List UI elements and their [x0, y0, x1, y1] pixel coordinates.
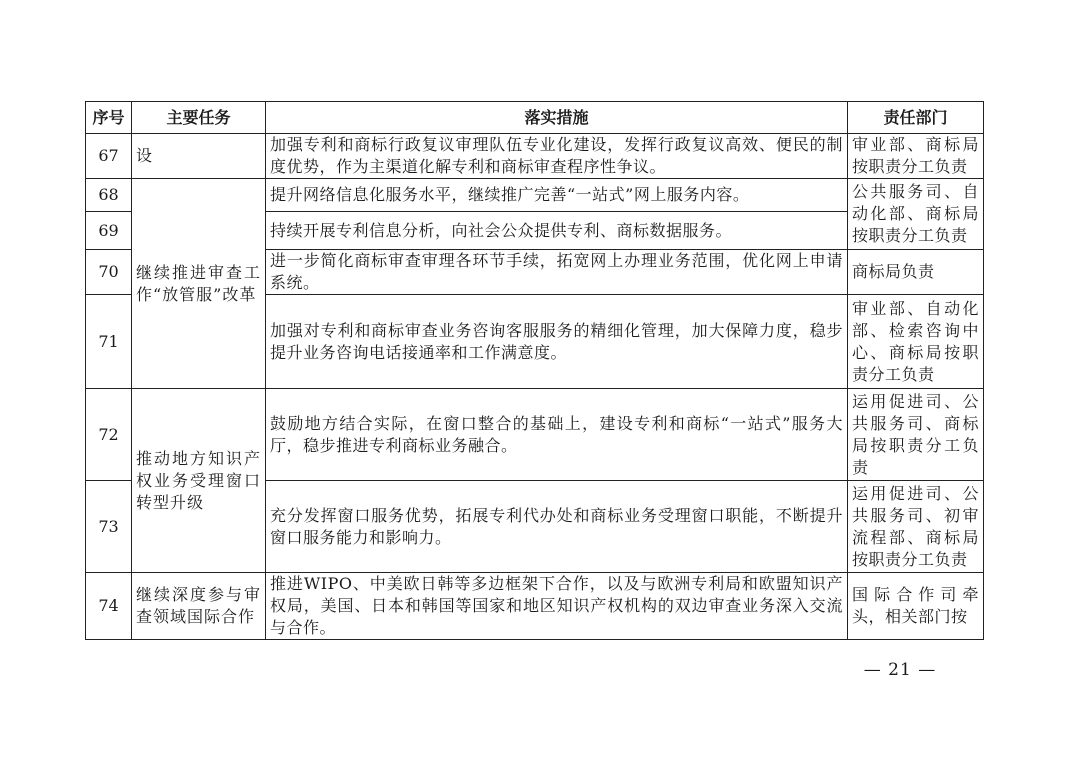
row-measure: 鼓励地方结合实际，在窗口整合的基础上，建设专利和商标“一站式”服务大厅，稳步推进专利商标业务融合。: [266, 389, 848, 481]
header-num: 序号: [86, 102, 132, 134]
table-row: [86, 573, 984, 640]
table-header-row: [86, 102, 984, 134]
row-dept: 运用促进司、公共服务司、初审流程部、商标局按职责分工负责: [848, 481, 984, 573]
row-num: 70: [86, 250, 132, 295]
row-num: 69: [86, 212, 132, 250]
table-row: [86, 134, 984, 179]
row-measure: 提升网络信息化服务水平，继续推广完善“一站式”网上服务内容。: [266, 179, 848, 212]
row-num: 67: [86, 134, 132, 179]
row-measure: 加强专利和商标行政复议审理队伍专业化建设，发挥行政复议高效、便民的制度优势，作为主渠道化解专利和商标审查程序性争议。: [266, 134, 848, 179]
row-num: 74: [86, 573, 132, 640]
row-dept: 审业部、自动化部、检索咨询中心、商标局按职责分工负责: [848, 295, 984, 389]
table-row: [86, 179, 984, 212]
row-measure: 进一步简化商标审查审理各环节手续，拓宽网上办理业务范围，优化网上申请系统。: [266, 250, 848, 295]
row-num: 72: [86, 389, 132, 481]
row-dept: 运用促进司、公共服务司、商标局按职责分工负责: [848, 389, 984, 481]
row-dept: 审业部、商标局按职责分工负责: [848, 134, 984, 179]
row-measure: 推进WIPO、中美欧日韩等多边框架下合作，以及与欧洲专利局和欧盟知识产权局，美国、日本和韩国等国家和地区知识产权机构的双边审查业务深入交流与合作。: [266, 573, 848, 640]
row-measure: 加强对专利和商标审查业务咨询客服服务的精细化管理，加大保障力度，稳步提升业务咨询电话接通率和工作满意度。: [266, 295, 848, 389]
row-num: 68: [86, 179, 132, 212]
task-group-intl: 继续深度参与审查领域国际合作: [132, 573, 266, 640]
header-measure: 落实措施: [266, 102, 848, 134]
row-measure: 持续开展专利信息分析，向社会公众提供专利、商标数据服务。: [266, 212, 848, 250]
row-dept: 商标局负责: [848, 250, 984, 295]
row-dept: 公共服务司、自动化部、商标局按职责分工负责: [848, 179, 984, 250]
page-number: — 21 —: [863, 660, 937, 680]
row-task: 设: [132, 134, 266, 179]
header-task: 主要任务: [132, 102, 266, 134]
task-group-window: 推动地方知识产权业务受理窗口转型升级: [132, 389, 266, 573]
row-dept: 国际合作司牵头，相关部门按: [848, 573, 984, 640]
row-measure: 充分发挥窗口服务优势，拓展专利代办处和商标业务受理窗口职能，不断提升窗口服务能力和影响力。: [266, 481, 848, 573]
task-group-reform: 继续推进审查工作“放管服”改革: [132, 179, 266, 389]
row-num: 71: [86, 295, 132, 389]
row-num: 73: [86, 481, 132, 573]
header-dept: 责任部门: [848, 102, 984, 134]
task-table: [85, 101, 984, 640]
table-row: [86, 389, 984, 481]
